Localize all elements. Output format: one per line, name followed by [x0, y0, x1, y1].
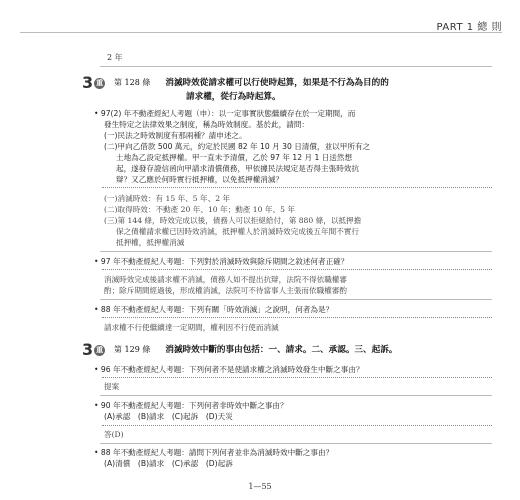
question-sub-1: (一)民法之時效制度有那兩種？請申述之。: [104, 131, 247, 140]
divider: [100, 299, 492, 300]
article-number: 第 128 條: [114, 78, 151, 87]
question-sub-2: 土地為乙設定抵押權。甲一直未予清償，乙於 97 年 12 月 1 日送然想: [116, 153, 353, 162]
running-header: PART 1 總 則: [436, 22, 502, 33]
article-129: [82, 340, 502, 361]
answer-line: (三)第 144 條，時效完成以後，債務人可以拒絕給付，第 880 條，以抵押擔: [104, 216, 362, 225]
question-96: • 96 年不動產經紀人考題：下列何者不是使請求權之消滅時效發生中斷之事由？: [94, 365, 364, 374]
dotted-divider: [102, 317, 492, 318]
options-line: (A)清償 (B)請求 (C)承認 (D)起訴: [104, 459, 233, 468]
importance-mark: 3 重: [82, 73, 104, 92]
divider: [100, 395, 492, 396]
options-line: (A)承認 (B)請求 (C)起訴 (D)天災: [104, 412, 233, 421]
question-sub-2: 起，遂發存證信函向甲請求清償債務，甲依據民法規定是否得主張時效抗: [116, 164, 359, 173]
importance-mark: 3 重: [82, 340, 104, 359]
article-128: [82, 73, 502, 106]
answer-line: 保之債權請求權已因時效消滅，抵押權人於消滅時效完成後五年間不實行: [116, 227, 359, 236]
article-text-1: 消滅時效從請求權可以行使時起算，如果是不行為為目的的: [165, 78, 389, 88]
question-line: • 97(2) 年不動產經紀人考題（申）：以一定事實狀態繼續存在於一定期間，而: [94, 109, 356, 118]
question-line: • 90 年不動產經紀人考題：下列何者非時效中斷之事由？: [94, 401, 288, 410]
divider: [100, 443, 492, 444]
dotted-divider: [102, 425, 492, 426]
divider: [100, 251, 492, 252]
answer-line: (一)消滅時效：有 15 年、5 年、2 年: [104, 194, 231, 203]
answer-90: 答(D): [104, 430, 124, 439]
answer-line: 抵押權，抵押權消滅: [116, 238, 185, 247]
dotted-divider: [102, 187, 492, 188]
page-number: 1—55: [248, 482, 272, 491]
answer-88: 請求權不行使繼續達一定期間，權利因不行使而消滅: [104, 323, 279, 332]
answer-96: 提案: [104, 382, 120, 391]
article-text-2: 請求權，從行為時起算。: [186, 92, 281, 102]
question-sub-2: (二)甲向乙借款 500 萬元，約定於民國 82 年 10 月 30 日清償，並以甲所有之: [104, 142, 371, 151]
answer-line: 消滅時效完成後請求權不消滅，債務人如不提出抗辯，法院不得依職權審: [104, 275, 347, 284]
important-badge-icon: 重: [96, 346, 104, 354]
question-90: [94, 400, 504, 422]
question-sub-2: 辯？又乙應於何時實行抵押權，以免抵押權消滅？: [116, 175, 284, 184]
important-badge-icon: 重: [96, 79, 104, 87]
answer-line: (二)取得時效：不動產 20 年、10 年；動產 10 年、5 年: [104, 205, 295, 214]
dotted-divider: [102, 269, 492, 270]
article-text-1: 消滅時效中斷的事由包括：一、請求。二、承認。三、起訴。: [165, 345, 398, 355]
answer-97-2: [104, 193, 504, 248]
header-rule: [20, 32, 502, 33]
divider: [100, 66, 492, 67]
question-88b: [94, 447, 504, 469]
question-88: • 88 年不動產經紀人考題：下列有關「時效消滅」之說明，何者為是？: [94, 305, 334, 314]
question-97-2: [94, 108, 504, 185]
question-line: 發生特定之法律效果之制度，稱為時效制度。基於此，請問：: [104, 120, 310, 129]
article-number: 第 129 條: [114, 345, 151, 354]
question-97: • 97 年不動產經紀人考題：下列對於消滅時效與除斥期間之敘述何者正確？: [94, 257, 349, 266]
answer-97: [104, 274, 504, 296]
question-line: • 88 年不動產經紀人考題：請問下列何者並非為消滅時效中斷之事由？: [94, 448, 334, 457]
answer-prev: 2 年: [107, 53, 123, 62]
answer-line: 酌；除斥期間經過後，形成權消滅，法院可不待當事人主張而依職權審酌: [104, 286, 347, 295]
dotted-divider: [102, 377, 492, 378]
